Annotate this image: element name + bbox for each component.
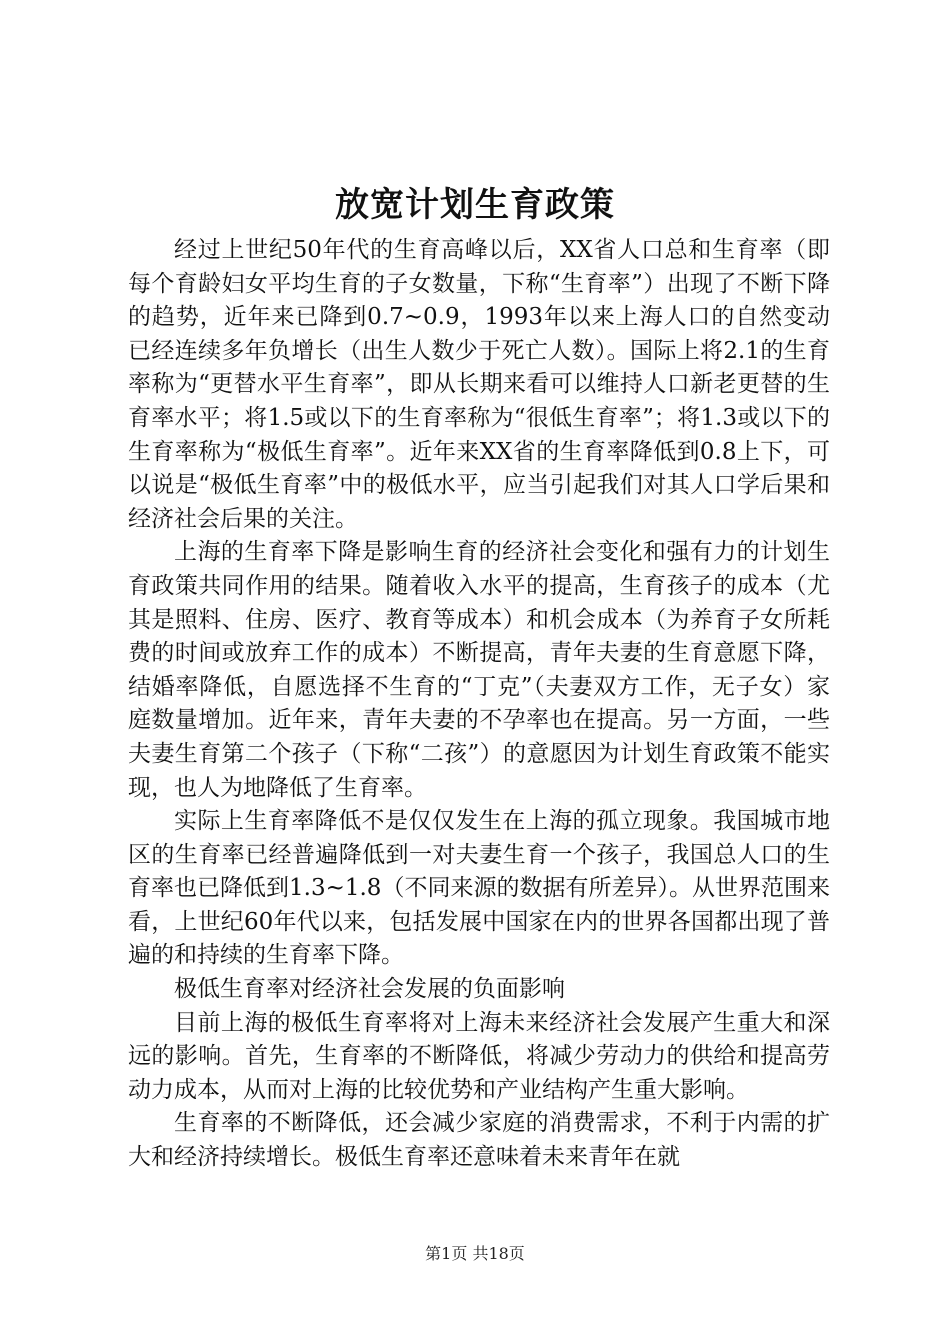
paragraph-2: 上海的生育率下降是影响生育的经济社会变化和强有力的计划生育政策共同作用的结果。随着收入水平的提高，生育孩子的成本（尤其是照料、住房、医疗、教育等成本）和机会成本（为养育子女所耗费的时间或放弃工作的成本）不断提高，青年夫妻的生育意愿下降，结婚率降低，自愿选择不生育的“丁克”（夫妻双方工作，无子女）家庭数量增加。近年来，青年夫妻的不孕率也在提高。另一方面，一些夫妻生育第二个孩子（下称“二孩”）的意愿因为计划生育政策不能实现，也人为地降低了生育率。	[128, 539, 830, 801]
paragraph-1: 经过上世纪50年代的生育高峰以后，XX省人口总和生育率（即每个育龄妇女平均生育的子女数量，下称“生育率”）出现了不断下降的趋势，近年来已降到0.7~0.9，1993年以来上海人口的自然变动已经连续多年负增长（出生人数少于死亡人数）。国际上将2.1的生育率称为“更替水平生育率”，即从长期来看可以维持人口新老更替的生育率水平；将1.5或以下的生育率称为“很低生育率”；将1.3或以下的生育率称为“极低生育率”。近年来XX省的生育率降低到0.8上下，可以说是“极低生育率”中的极低水平，应当引起我们对其人口学后果和经济社会后果的关注。	[128, 237, 830, 532]
paragraph-4: 目前上海的极低生育率将对上海未来经济社会发展产生重大和深远的影响。首先，生育率的不断降低，将减少劳动力的供给和提高劳动力成本，从而对上海的比较优势和产业结构产生重大影响。	[128, 1009, 830, 1103]
section-heading: 极低生育率对经济社会发展的负面影响	[174, 976, 565, 1003]
page-number: 第1页 共18页	[425, 1244, 525, 1263]
document-title: 放宽计划生育政策	[335, 185, 615, 225]
document-body	[128, 234, 830, 1175]
paragraph-5: 生育率的不断降低，还会减少家庭的消费需求，不利于内需的扩大和经济持续增长。极低生育率还意味着未来青年在就	[128, 1110, 830, 1171]
paragraph-3: 实际上生育率降低不是仅仅发生在上海的孤立现象。我国城市地区的生育率已经普遍降低到一对夫妻生育一个孩子，我国总人口的生育率也已降低到1.3~1.8（不同来源的数据有所差异）。从世界范围来看，上世纪60年代以来，包括发展中国家在内的世界各国都出现了普遍的和持续的生育率下降。	[128, 808, 830, 969]
